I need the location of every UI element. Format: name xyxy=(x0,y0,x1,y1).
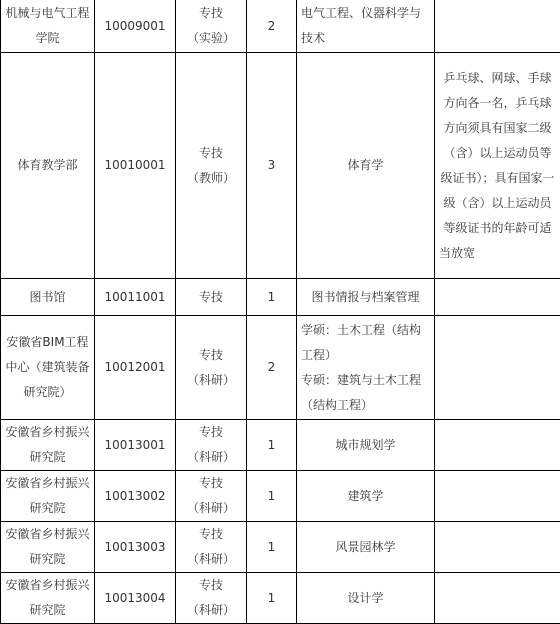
major-cell: 风景园林学 xyxy=(297,522,435,573)
type-sub-label: （科研） xyxy=(186,603,235,617)
dept-cell: 安徽省乡村振兴研究院 xyxy=(1,471,95,522)
table-row xyxy=(1,573,560,624)
table-row xyxy=(1,279,560,316)
note-cell xyxy=(435,420,560,471)
dept-cell: 安徽省乡村振兴研究院 xyxy=(1,420,95,471)
dept-cell: 机械与电气工程学院 xyxy=(1,0,95,53)
count-cell: 2 xyxy=(247,0,297,53)
table-row xyxy=(1,471,560,522)
count-cell: 1 xyxy=(247,573,297,624)
type-label: 专技 xyxy=(198,578,223,592)
table-row xyxy=(1,522,560,573)
note-cell: 乒乓球、网球、手球方向各一名，乒乓球方向须具有国家二级（含）以上运动员等级证书）；具有国家一级（含）以上运动员等级证书的年龄可适当放宽 xyxy=(435,53,560,279)
major-cell: 电气工程、仪器科学与技术 xyxy=(297,0,435,53)
count-cell: 1 xyxy=(247,522,297,573)
code-cell: 10013001 xyxy=(95,420,176,471)
table-row xyxy=(1,420,560,471)
note-cell xyxy=(435,522,560,573)
count-cell: 2 xyxy=(247,316,297,420)
dept-cell: 安徽省乡村振兴研究院 xyxy=(1,522,95,573)
type-sub-label: （科研） xyxy=(186,552,235,566)
type-label: 专技 xyxy=(198,476,223,490)
count-cell: 1 xyxy=(247,279,297,316)
code-cell: 10010001 xyxy=(95,53,176,279)
table-row xyxy=(1,0,560,53)
note-cell xyxy=(435,0,560,53)
major-line-professional: 专硕：建筑与土木工程（结构工程） xyxy=(301,372,422,412)
code-cell: 10012001 xyxy=(95,316,176,420)
code-cell: 10013003 xyxy=(95,522,176,573)
major-cell: 建筑学 xyxy=(297,471,435,522)
type-sub-label: （科研） xyxy=(186,372,235,387)
major-cell: 城市规划学 xyxy=(297,420,435,471)
count-cell: 1 xyxy=(247,420,297,471)
dept-cell: 安徽省BIM工程中心（建筑装备研究院） xyxy=(1,316,95,420)
type-label: 专技 xyxy=(198,425,223,439)
count-cell: 3 xyxy=(247,53,297,279)
note-cell xyxy=(435,573,560,624)
type-label: 专技 xyxy=(198,347,223,362)
table-row xyxy=(1,53,560,279)
code-cell: 10011001 xyxy=(95,279,176,316)
code-cell: 10009001 xyxy=(95,0,176,53)
dept-cell: 体育教学部 xyxy=(1,53,95,279)
type-label: 专技 xyxy=(198,6,223,20)
type-sub-label: （实验） xyxy=(186,31,235,45)
major-cell: 图书情报与档案管理 xyxy=(297,279,435,316)
type-cell xyxy=(176,0,247,53)
type-cell xyxy=(176,316,247,420)
note-cell xyxy=(435,279,560,316)
type-sub-label: （科研） xyxy=(186,450,235,464)
table-row xyxy=(1,316,560,420)
note-cell xyxy=(435,316,560,420)
type-cell xyxy=(176,471,247,522)
code-cell: 10013004 xyxy=(95,573,176,624)
major-cell xyxy=(297,316,435,420)
type-label: 专技 xyxy=(198,289,223,304)
type-cell xyxy=(176,53,247,279)
type-cell xyxy=(176,420,247,471)
dept-cell: 安徽省乡村振兴研究院 xyxy=(1,573,95,624)
type-label: 专技 xyxy=(198,145,223,160)
count-cell: 1 xyxy=(247,471,297,522)
type-sub-label: （科研） xyxy=(186,501,235,515)
type-sub-label: （教师） xyxy=(186,170,235,185)
code-cell: 10013002 xyxy=(95,471,176,522)
major-line-academic: 学硕：土木工程（结构工程） xyxy=(301,322,422,362)
type-cell xyxy=(176,522,247,573)
note-cell xyxy=(435,471,560,522)
type-label: 专技 xyxy=(198,527,223,541)
major-cell: 体育学 xyxy=(297,53,435,279)
type-cell xyxy=(176,279,247,316)
type-cell xyxy=(176,573,247,624)
major-cell: 设计学 xyxy=(297,573,435,624)
dept-cell: 图书馆 xyxy=(1,279,95,316)
